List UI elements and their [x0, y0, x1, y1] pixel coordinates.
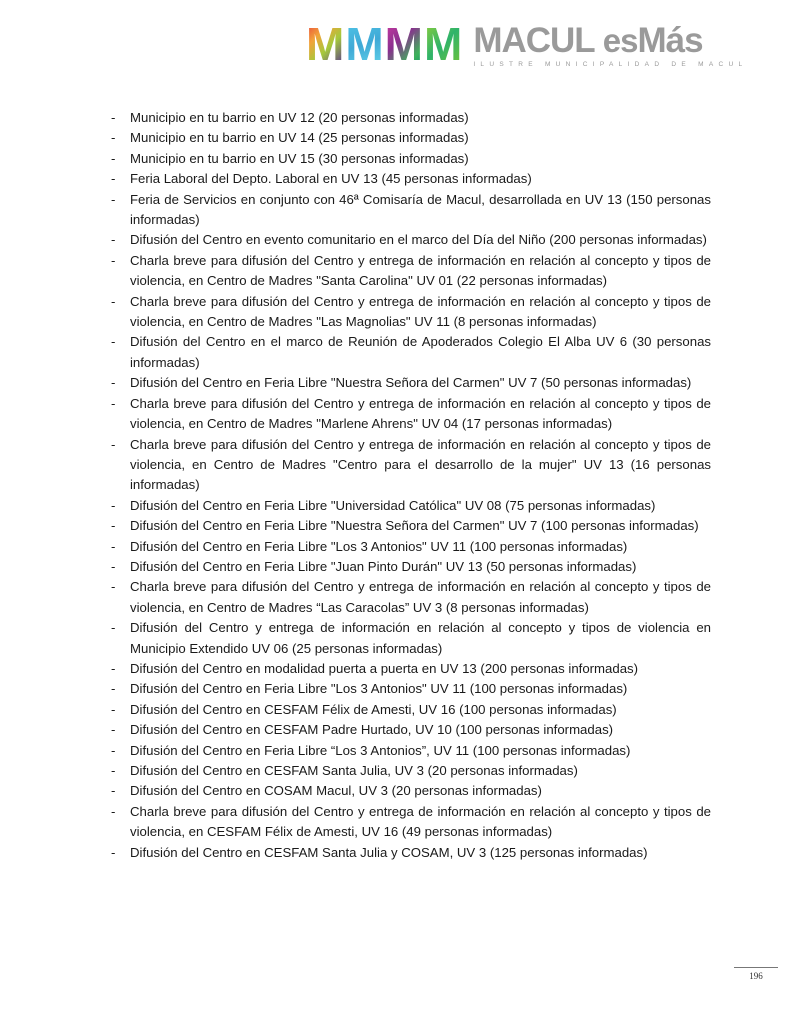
list-item-text: Difusión del Centro en modalidad puerta a puerta en UV 13 (200 personas informadas) — [130, 660, 639, 676]
list-item — [111, 781, 711, 801]
list-item — [111, 679, 711, 699]
list-item — [111, 435, 711, 496]
list-item — [111, 557, 711, 577]
bullet-dash: - — [111, 803, 116, 819]
bullet-dash: - — [111, 395, 116, 411]
list-item — [111, 108, 711, 128]
bullet-dash: - — [111, 701, 116, 717]
list-item — [111, 128, 711, 148]
list-item — [111, 577, 711, 618]
list-item — [111, 761, 711, 781]
list-item-text: Charla breve para difusión del Centro y entrega de información en relación al concepto y tipos de violencia, en Centro de Madres "Las Magnolias" UV 11 (8 personas informadas) — [130, 293, 711, 330]
list-item-text: Municipio en tu barrio en UV 15 (30 personas informadas) — [130, 150, 469, 166]
list-item-text: Difusión del Centro en Feria Libre "Los 3 Antonios" UV 11 (100 personas informadas) — [130, 538, 628, 554]
page-header — [306, 18, 748, 70]
list-item — [111, 394, 711, 435]
list-item — [111, 292, 711, 333]
bullet-dash: - — [111, 844, 116, 860]
list-item-text: Difusión del Centro en Feria Libre "Nuestra Señora del Carmen" UV 7 (100 personas informadas) — [130, 518, 699, 534]
bullet-dash: - — [111, 110, 116, 125]
bullet-dash: - — [111, 681, 116, 697]
logo-letter: M — [306, 18, 344, 70]
list-item — [111, 496, 711, 516]
page-number: 196 — [749, 971, 763, 981]
list-item-text: Feria de Servicios en conjunto con 46ª Comisaría de Macul, desarrollada en UV 13 (150 personas informadas) — [130, 191, 711, 228]
list-item-text: Difusión del Centro en CESFAM Santa Julia y COSAM, UV 3 (125 personas informadas) — [130, 844, 648, 860]
list-item — [111, 700, 711, 720]
list-item-text: Charla breve para difusión del Centro y entrega de información en relación al concepto y tipos de violencia, en Centro de Madres "Centro para el desarrollo de la mujer" UV 13 (16 personas informadas) — [130, 436, 711, 493]
list-item-text: Municipio en tu barrio en UV 14 (25 personas informadas) — [130, 130, 469, 146]
bullet-dash: - — [111, 150, 116, 166]
bullet-dash: - — [111, 436, 116, 452]
bullet-dash: - — [111, 232, 116, 248]
list-item — [111, 741, 711, 761]
list-item-text: Difusión del Centro en evento comunitario en el marco del Día del Niño (200 personas informadas) — [130, 232, 707, 248]
footer-divider — [734, 967, 778, 968]
bullet-dash: - — [111, 497, 116, 513]
list-item — [111, 659, 711, 679]
list-item — [111, 190, 711, 231]
list-item-text: Difusión del Centro en Feria Libre "Universidad Católica" UV 08 (75 personas informadas) — [130, 497, 656, 513]
bullet-dash: - — [111, 252, 116, 268]
bullet-dash: - — [111, 660, 116, 676]
list-item-text: Difusión del Centro y entrega de información en relación al concepto y tipos de violencia en Municipio Extendido UV 06 (25 personas informadas) — [130, 620, 711, 656]
bullet-dash: - — [111, 620, 116, 636]
list-item — [111, 149, 711, 169]
bullet-dash: - — [111, 579, 116, 595]
logo-letter: M — [384, 18, 422, 70]
brand-title — [473, 22, 747, 60]
bullet-dash: - — [111, 763, 116, 778]
list-item-text: Difusión del Centro en el marco de Reunión de Apoderados Colegio El Alba UV 6 (30 personas informadas) — [130, 334, 711, 370]
list-item-text: Difusión del Centro en COSAM Macul, UV 3 (20 personas informadas) — [130, 783, 542, 799]
bullet-dash: - — [111, 191, 116, 207]
brand-es: es — [602, 22, 638, 59]
list-item — [111, 373, 711, 393]
list-item-text: Difusión del Centro en CESFAM Padre Hurtado, UV 10 (100 personas informadas) — [130, 722, 614, 738]
list-item — [111, 251, 711, 292]
list-item — [111, 516, 711, 536]
logo-letter: M — [345, 18, 383, 70]
brand-block — [473, 22, 747, 68]
bullet-dash: - — [111, 171, 116, 187]
list-item — [111, 802, 711, 843]
list-item-text: Difusión del Centro en Feria Libre "Nuestra Señora del Carmen" UV 7 (50 personas informadas) — [130, 375, 692, 391]
list-item-text: Charla breve para difusión del Centro y entrega de información en relación al concepto y tipos de violencia, en Centro de Madres “Las Caracolas” UV 3 (8 personas informadas) — [130, 579, 711, 615]
bullet-dash: - — [111, 558, 116, 574]
list-item-text: Municipio en tu barrio en UV 12 (20 personas informadas) — [130, 110, 469, 125]
brand-main: MACUL — [473, 21, 595, 60]
bullet-dash: - — [111, 130, 116, 146]
bullet-dash: - — [111, 334, 116, 350]
bullet-dash: - — [111, 742, 116, 758]
list-item-text: Charla breve para difusión del Centro y entrega de información en relación al concepto y tipos de violencia, en Centro de Madres "Marlene Ahrens" UV 04 (17 personas informadas) — [130, 395, 711, 432]
logo-letter: M — [423, 18, 462, 70]
list-item-text: Difusión del Centro en Feria Libre “Los 3 Antonios”, UV 11 (100 personas informadas) — [130, 742, 631, 758]
document-body — [111, 108, 711, 863]
brand-mas: Más — [637, 21, 703, 60]
list-item — [111, 843, 711, 863]
bullet-dash: - — [111, 293, 116, 309]
bullet-dash: - — [111, 783, 116, 799]
list-item — [111, 169, 711, 189]
bullet-dash: - — [111, 375, 116, 391]
list-item — [111, 537, 711, 557]
list-item-text: Difusión del Centro en Feria Libre "Los 3 Antonios" UV 11 (100 personas informadas) — [130, 681, 628, 697]
list-item — [111, 230, 711, 250]
list-item — [111, 618, 711, 659]
list-item — [111, 332, 711, 373]
list-item-text: Charla breve para difusión del Centro y entrega de información en relación al concepto y tipos de violencia, en Centro de Madres "Santa Carolina" UV 01 (22 personas informadas) — [130, 252, 711, 289]
mmmm-logo — [306, 18, 462, 70]
list-item — [111, 720, 711, 740]
activity-list — [111, 108, 711, 863]
list-item-text: Feria Laboral del Depto. Laboral en UV 13 (45 personas informadas) — [130, 171, 532, 187]
bullet-dash: - — [111, 722, 116, 738]
list-item-text: Difusión del Centro en Feria Libre "Juan Pinto Durán" UV 13 (50 personas informadas) — [130, 558, 637, 574]
list-item-text: Charla breve para difusión del Centro y entrega de información en relación al concepto y tipos de violencia, en CESFAM Félix de Amesti, UV 16 (49 personas informadas) — [130, 803, 711, 840]
brand-subtitle: ILUSTRE MUNICIPALIDAD DE MACUL — [473, 61, 748, 68]
bullet-dash: - — [111, 538, 116, 554]
list-item-text: Difusión del Centro en CESFAM Félix de Amesti, UV 16 (100 personas informadas) — [130, 701, 617, 717]
bullet-dash: - — [111, 518, 116, 534]
list-item-text: Difusión del Centro en CESFAM Santa Julia, UV 3 (20 personas informadas) — [130, 763, 578, 778]
